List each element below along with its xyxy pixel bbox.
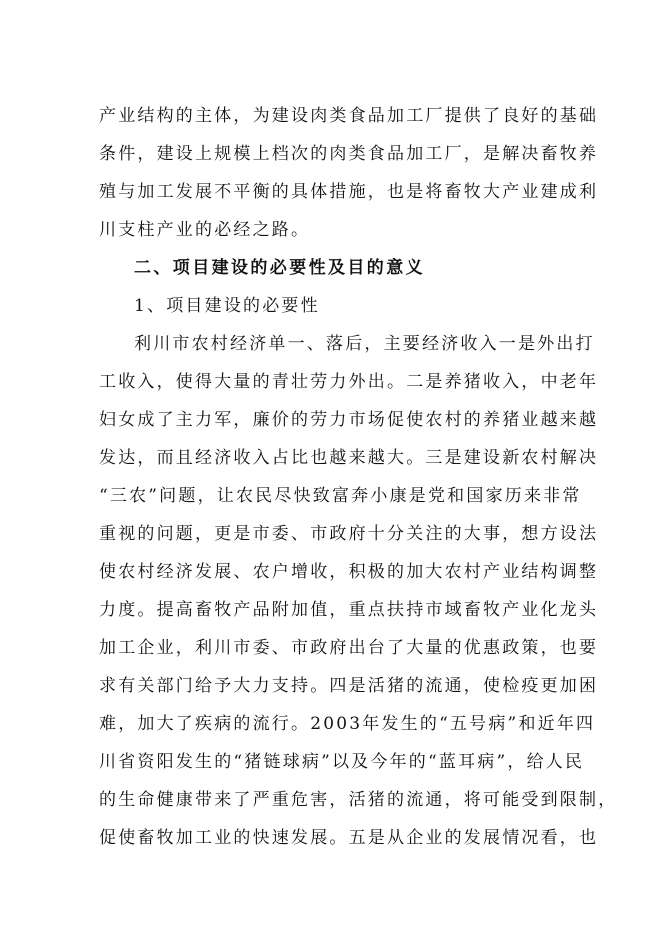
body-line: “三农”问题，让农民尽快致富奔小康是党和国家历来非常 <box>99 486 582 506</box>
body-line: 利川市农村经济单一、落后，主要经济收入一是外出打 <box>134 334 595 354</box>
body-line: 产业结构的主体，为建设肉类食品加工厂提供了良好的基础 <box>99 106 599 126</box>
body-line: 川省资阳发生的“猪链球病”以及今年的“蓝耳病”，给人民 <box>99 752 585 772</box>
body-line: 重视的问题，更是市委、市政府十分关注的大事，想方设法 <box>99 524 599 544</box>
body-line: 的生命健康带来了严重危害，活猪的流通，将可能受到限制， <box>99 790 618 810</box>
body-line: 工收入，使得大量的青壮劳力外出。二是养猪收入，中老年 <box>99 372 599 392</box>
body-line: 条件，建设上规模上档次的肉类食品加工厂，是解决畜牧养 <box>99 144 599 164</box>
body-line: 求有关部门给予大力支持。四是活猪的流通，使检疫更加困 <box>99 676 599 696</box>
body-line: 难，加大了疾病的流行。2003年发生的“五号病”和近年四 <box>99 714 596 734</box>
body-line: 促使畜牧加工业的快速发展。五是从企业的发展情况看，也 <box>99 828 599 848</box>
subsection-heading: 1、项目建设的必要性 <box>134 296 320 316</box>
body-line: 力度。提高畜牧产品附加值，重点扶持市域畜牧产业化龙头 <box>99 600 599 620</box>
section-heading: 二、项目建设的必要性及目的意义 <box>134 258 425 278</box>
body-line: 使农村经济发展、农户增收，积极的加大农村产业结构调整 <box>99 562 599 582</box>
body-line: 妇女成了主力军，廉价的劳力市场促使农村的养猪业越来越 <box>99 410 599 430</box>
body-line: 殖与加工发展不平衡的具体措施，也是将畜牧大产业建成利 <box>99 182 599 202</box>
body-line: 发达，而且经济收入占比也越来越大。三是建设新农村解决 <box>99 448 599 468</box>
body-line: 川支柱产业的必经之路。 <box>99 220 311 240</box>
body-line: 加工企业，利川市委、市政府出台了大量的优惠政策，也要 <box>99 638 599 658</box>
